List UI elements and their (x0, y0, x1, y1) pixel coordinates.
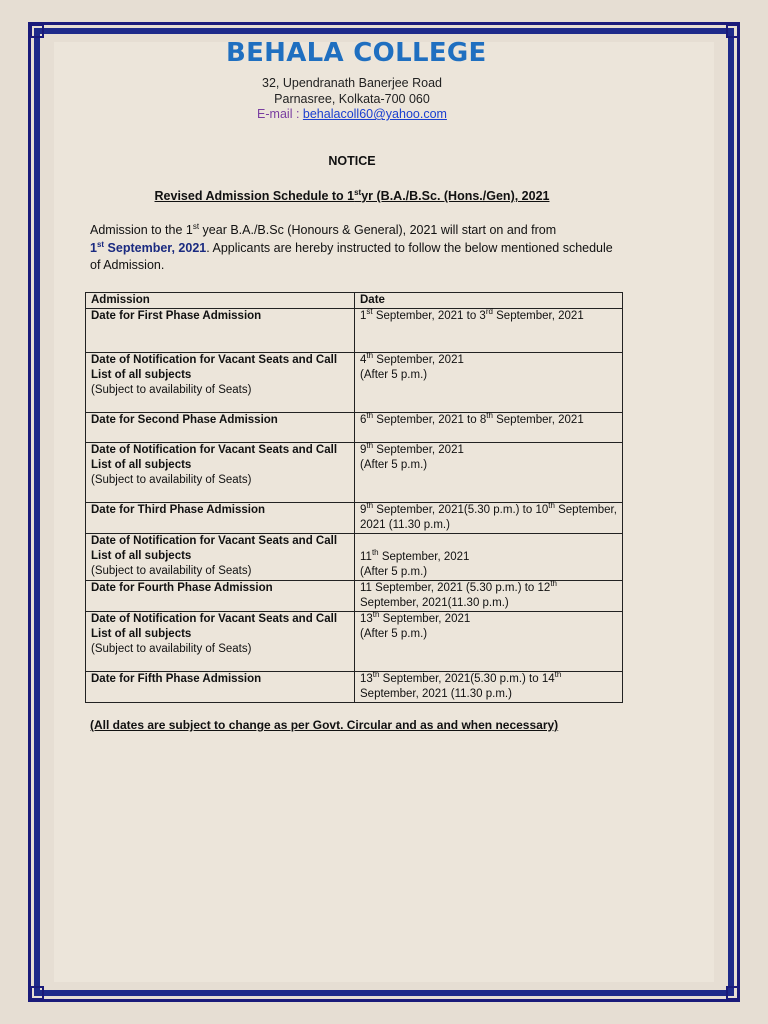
admission-cell: Date for Fifth Phase Admission (86, 672, 355, 703)
notice-subject: Revised Admission Schedule to 1styr (B.A./B.Sc. (Hons./Gen), 2021 (154, 187, 550, 203)
admission-cell: Date for Fourth Phase Admission (86, 581, 355, 612)
admission-cell: Date of Notification for Vacant Seats and Call List of all subjects (Subject to availability of Seats) (86, 443, 355, 503)
college-name: BEHALA COLLEGE (226, 38, 487, 68)
corner-ornament (726, 24, 740, 38)
table-row (86, 581, 623, 612)
date-cell: 4th September, 2021 (After 5 p.m.) (355, 353, 623, 413)
table-row (86, 612, 623, 672)
date-cell: 11 September, 2021 (5.30 p.m.) to 12th September, 2021(11.30 p.m.) (355, 581, 623, 612)
corner-ornament (30, 986, 44, 1000)
column-header-date: Date (355, 293, 623, 309)
table-row (86, 534, 623, 581)
admission-cell: Date for Third Phase Admission (86, 503, 355, 534)
admission-cell: Date of Notification for Vacant Seats and Call List of all subjects (Subject to availability of Seats) (86, 612, 355, 672)
date-cell: 9th September, 2021(5.30 p.m.) to 10th September, 2021 (11.30 p.m.) (355, 503, 623, 534)
email-label: E-mail : (257, 107, 300, 121)
table-row (86, 309, 623, 353)
intro-paragraph: Admission to the 1st year B.A./B.Sc (Honours & General), 2021 will start on and from 1st September, 2021. Applicants are hereby instructed to follow the below mentioned schedule of Admission. (90, 221, 613, 272)
table-row (86, 413, 623, 443)
table-row (86, 503, 623, 534)
corner-ornament (726, 986, 740, 1000)
column-header-admission: Admission (86, 293, 355, 309)
date-cell: 9th September, 2021 (After 5 p.m.) (355, 443, 623, 503)
table-header-row (86, 293, 623, 309)
date-cell: 6th September, 2021 to 8th September, 2021 (355, 413, 623, 443)
date-cell: 11th September, 2021 (After 5 p.m.) (355, 534, 623, 581)
footer-note: (All dates are subject to change as per Govt. Circular and as and when necessary) (90, 718, 559, 732)
start-date: 1st September, 2021 (90, 239, 207, 255)
corner-ornament (30, 24, 44, 38)
admission-schedule-table (85, 292, 623, 703)
email-link[interactable]: behalacoll60@yahoo.com (302, 107, 447, 121)
date-cell: 13th September, 2021 (After 5 p.m.) (355, 612, 623, 672)
admission-cell: Date of Notification for Vacant Seats and Call List of all subjects (Subject to availability of Seats) (86, 353, 355, 413)
admission-cell: Date for Second Phase Admission (86, 413, 355, 443)
address-line-1: 32, Upendranath Banerjee Road (262, 76, 442, 90)
email-line (0, 107, 704, 121)
table-row (86, 672, 623, 703)
admission-cell: Date for First Phase Admission (86, 309, 355, 353)
date-cell: 13th September, 2021(5.30 p.m.) to 14th September, 2021 (11.30 p.m.) (355, 672, 623, 703)
table-row (86, 443, 623, 503)
date-cell: 1st September, 2021 to 3rd September, 2021 (355, 309, 623, 353)
address-line-2: Parnasree, Kolkata-700 060 (274, 92, 430, 106)
table-row (86, 353, 623, 413)
admission-cell: Date of Notification for Vacant Seats and Call List of all subjects (Subject to availability of Seats) (86, 534, 355, 581)
notice-heading: NOTICE (328, 154, 376, 168)
